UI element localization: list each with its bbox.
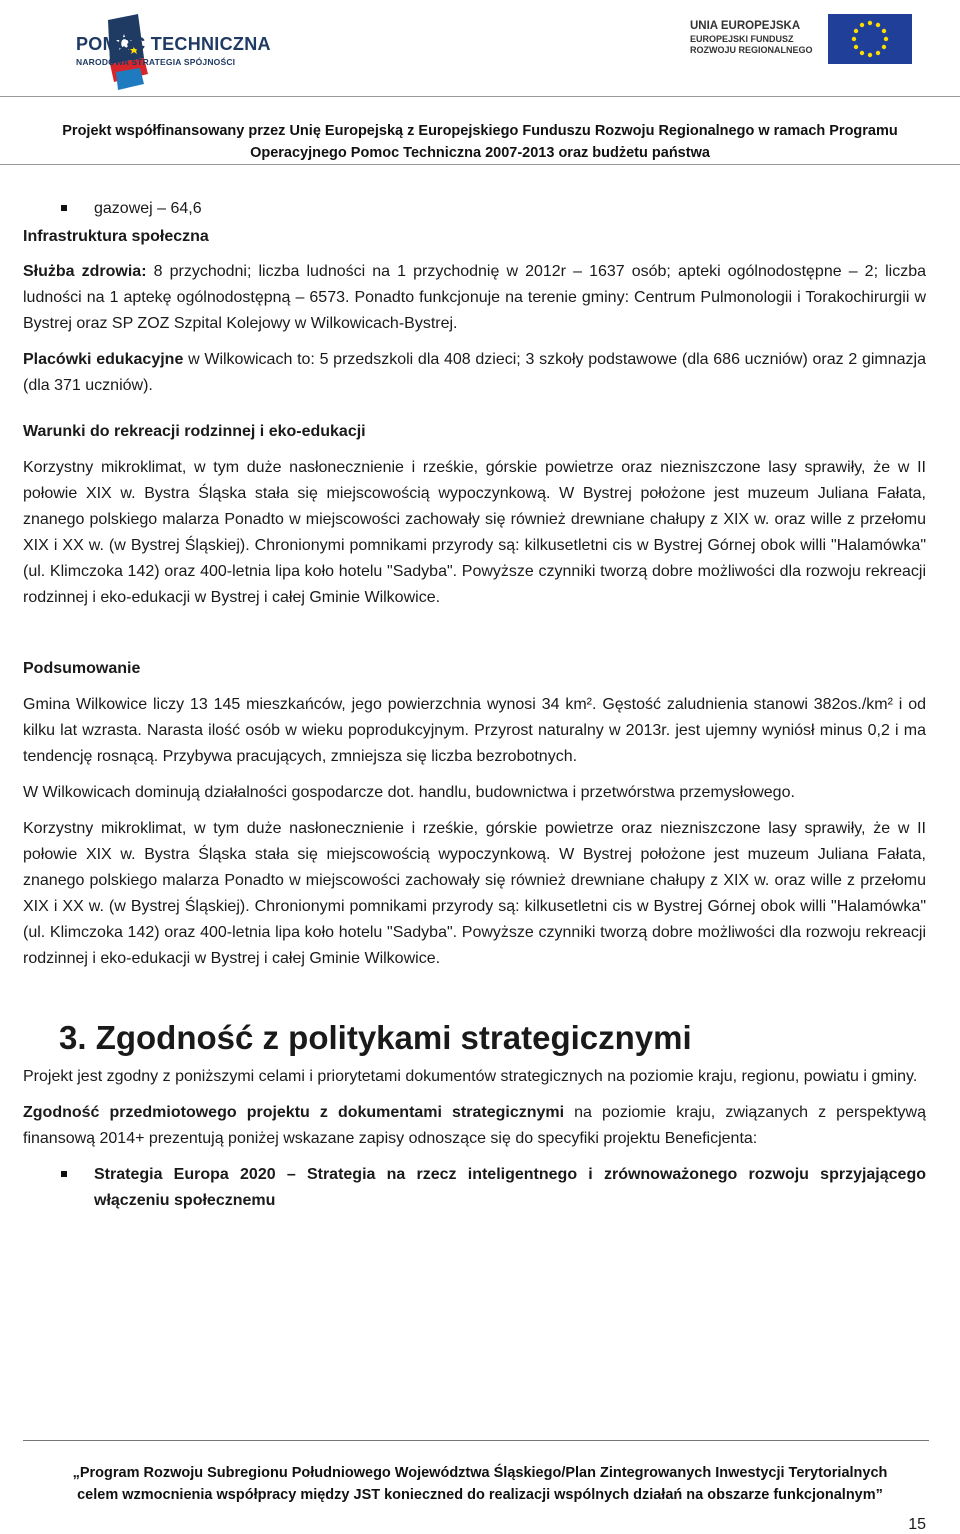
footer-program-note xyxy=(0,1462,960,1506)
heading-recreation: Warunki do rekreacji rodzinnej i eko-edukacji xyxy=(23,423,366,440)
funding-line-1: Projekt współfinansowany przez Unię Europejską z Europejskiego Funduszu Rozwoju Regionalnego w ramach Programu xyxy=(62,123,898,139)
page-number: 15 xyxy=(908,1516,926,1533)
eu-logo-line3: ROZWOJU REGIONALNEGO xyxy=(690,45,813,55)
section-3-paragraph-2-rest: na poziomie kraju, związanych z perspektywą finansową 2014+ prezentują poniżej wskazane zapisy odnoszące się do specyfiki projektu Beneficjenta: xyxy=(23,1104,926,1147)
funding-line-2: Operacyjnego Pomoc Techniczna 2007-2013 oraz budżetu państwa xyxy=(250,145,710,161)
section-3-title: 3. Zgodność z politykami strategicznymi xyxy=(59,1019,692,1056)
summary-paragraph-2: W Wilkowicach dominują działalności gospodarcze dot. handlu, budownictwa i przetwórstwa przemysłowego. xyxy=(23,784,795,801)
paragraph-recreation: Korzystny mikroklimat, w tym duże nasłonecznienie i rześkie, górskie powietrze oraz niezniszczone lasy sprawiły, że w II połowie XIX w. Bystra Śląska stała się miejscowością wypoczynkową. W Bystrej położone jest muzeum Juliana Fałata, znanego polskiego malarza Ponadto w miejscowości zachowały się również drewniane chałupy z XIX w. oraz wille z przełomu XIX i XX w. (w Bystrej Śląskiej). Chronionymi pomnikami przyrody są: kilkusetletni cis w Bystrej Górnej obok willi "Halamówka" (ul. Klimczoka 142) oraz 400-letnia lipa koło hotelu "Sadyba". Powyższe czynniki tworzą dobre możliwości dla rozwoju rekreacji rodzinnej i eko-edukacji w Bystrej i całej Gminie Wilkowice. xyxy=(23,459,926,606)
health-text: 8 przychodni; liczba ludności na 1 przychodnię w 2012r – 1637 osób; apteki ogólnodostępne – 2; liczba ludności na 1 aptekę ogólnodostępną – 6573. Ponadto funkcjonuje na terenie gminy: Centrum Pulmonologii i Torakochirurgii w Bystrej oraz SP ZOZ Szpital Kolejowy w Wilkowicach-Bystrej. xyxy=(23,263,926,332)
footer-line-1: „Program Rozwoju Subregionu Południowego Województwa Śląskiego/Plan Zintegrowanych Inwestycji Terytorialnych xyxy=(72,1465,888,1481)
summary-paragraph-3: Korzystny mikroklimat, w tym duże nasłonecznienie i rześkie, górskie powietrze oraz niezniszczone lasy sprawiły, że w II połowie XIX w. Bystra Śląska stała się miejscowością wypoczynkową. W Bystrej położone jest muzeum Juliana Fałata, znanego polskiego malarza Ponadto w miejscowości zachowały się również drewniane chałupy z XIX w. oraz wille z przełomu XIX i XX w. (w Bystrej Śląskiej). Chronionymi pomnikami przyrody są: kilkusetletni cis w Bystrej Górnej obok willi "Halamówka" (ul. Klimczoka 142) oraz 400-letnia lipa koło hotelu "Sadyba". Powyższe czynniki tworzą dobre możliwości dla rozwoju rekreacji rodzinnej i eko-edukacji w Bystrej i całej Gminie Wilkowice. xyxy=(23,820,926,967)
pomoc-techniczna-subtitle: NARODOWA STRATEGIA SPÓJNOŚCI xyxy=(76,57,236,67)
pomoc-techniczna-title: POMOC TECHNICZNA xyxy=(76,34,271,54)
bullet-strategy-text: Strategia Europa 2020 – Strategia na rzecz inteligentnego i zrównoważonego rozwoju sprzyjającego włączeniu społecznemu xyxy=(94,1166,926,1209)
bullet-strategy xyxy=(23,1162,926,1214)
bullet-gas-text: gazowej – 64,6 xyxy=(94,200,202,217)
eu-logo-line1: UNIA EUROPEJSKA xyxy=(690,20,801,32)
education-text: w Wilkowicach to: 5 przedszkoli dla 408 dzieci; 3 szkoły podstawowe (dla 686 uczniów) oraz 2 gimnazja (dla 371 uczniów). xyxy=(23,351,927,394)
summary-paragraph-1: Gmina Wilkowice liczy 13 145 mieszkańców, jego powierzchnia wynosi 34 km². Gęstość zaludnienia stanowi 382os./km² i od kilku lat wzrasta. Narasta ilość osób w wieku poprodukcyjnym. Przyrost naturalny w 2013r. jest ujemny wyniósł minus 0,2 i ma tendencję rosnącą. Przybywa pracujących, zmniejsza się liczba bezrobotnych. xyxy=(23,696,926,765)
bullet-gas xyxy=(23,196,926,222)
paragraph-education xyxy=(23,347,926,399)
square-bullet-icon xyxy=(61,205,67,211)
footer-divider xyxy=(23,1440,929,1441)
header-divider-top xyxy=(0,96,960,97)
eu-flag-icon xyxy=(828,14,912,64)
heading-summary: Podsumowanie xyxy=(23,660,141,677)
section-3-paragraph-2 xyxy=(23,1100,926,1152)
header-divider-bottom xyxy=(0,164,960,165)
eu-logo-line2: EUROPEJSKI FUNDUSZ xyxy=(690,34,794,44)
document-body xyxy=(23,196,926,1214)
health-label: Służba zdrowia: xyxy=(23,263,147,280)
section-3-bold-lead: Zgodność przedmiotowego projektu z dokumentami strategicznymi xyxy=(23,1104,565,1121)
section-3-paragraph-1: Projekt jest zgodny z poniższymi celami i priorytetami dokumentów strategicznych na poziomie kraju, regionu, powiatu i gminy. xyxy=(23,1068,918,1085)
square-bullet-icon xyxy=(61,1171,67,1177)
funding-statement xyxy=(0,120,960,164)
education-label: Placówki edukacyjne xyxy=(23,351,184,368)
footer-line-2: celem wzmocnienia współpracy między JST konieczned do realizacji wspólnych działań na obszarze funkcjonalnym” xyxy=(77,1487,883,1503)
paragraph-health xyxy=(23,259,926,337)
heading-infrastructure: Infrastruktura społeczna xyxy=(23,228,209,245)
